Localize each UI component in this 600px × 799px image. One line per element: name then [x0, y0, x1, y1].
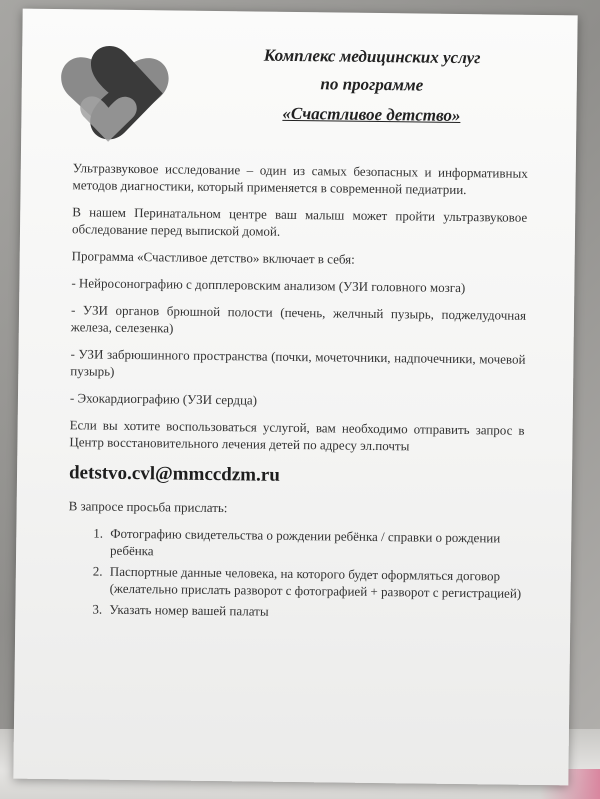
title-line-1: Комплекс медицинских услуг [263, 45, 481, 68]
request-list-item: 3. Указать номер вашей палаты [105, 601, 522, 623]
program-item: - УЗИ органов брюшной полости (печень, желчный пузырь, поджелудочная железа, селезенка) [70, 302, 527, 336]
program-item: - УЗИ забрюшинного пространства (почки, мочеточники, надпочечники, мочевой пузырь) [70, 346, 526, 379]
center-paragraph: В нашем Перинатальном центре ваш малыш может пройти ультразвуковое обследование перед выпиской домой. [71, 204, 528, 239]
intro-paragraph: Ультразвуковое исследование – один из самых безопасных и информативных методов диагностики, который применяется в современной педиатрии. [72, 160, 528, 198]
program-name-title: «Счастливое детство» [282, 103, 461, 125]
program-item: - Нейросонографию с допплеровским анализом (УЗИ головного мозга) [71, 275, 466, 296]
request-list-item: 1. Фотографию свидетельства о рождении ребёнка / справки о рождении ребёнка [106, 525, 523, 564]
request-paragraph: Если вы хотите воспользоваться услугой, вам необходимо отправить запрос в Центр восстановительного лечения детей по адресу эл.почты [69, 417, 525, 454]
request-list [67, 524, 523, 623]
heart-logo-icon [56, 37, 177, 148]
request-intro: В запросе просьба прислать: [68, 498, 228, 516]
request-list-item: 2. Паспортные данные человека, на которого будет оформляться договор (желательно прислать разворот с фотографией + разворот с регистрацией) [106, 563, 523, 602]
contact-email: detstvo.cvl@mmccdzm.ru [68, 462, 280, 486]
program-paragraph: Программа «Счастливое детство» включает в себя: [71, 248, 355, 267]
program-item: - Эхокардиографию (УЗИ сердца) [69, 390, 258, 408]
leaflet-body [67, 159, 528, 627]
leaflet-paper [13, 9, 577, 786]
title-line-2: по программе [320, 74, 424, 95]
